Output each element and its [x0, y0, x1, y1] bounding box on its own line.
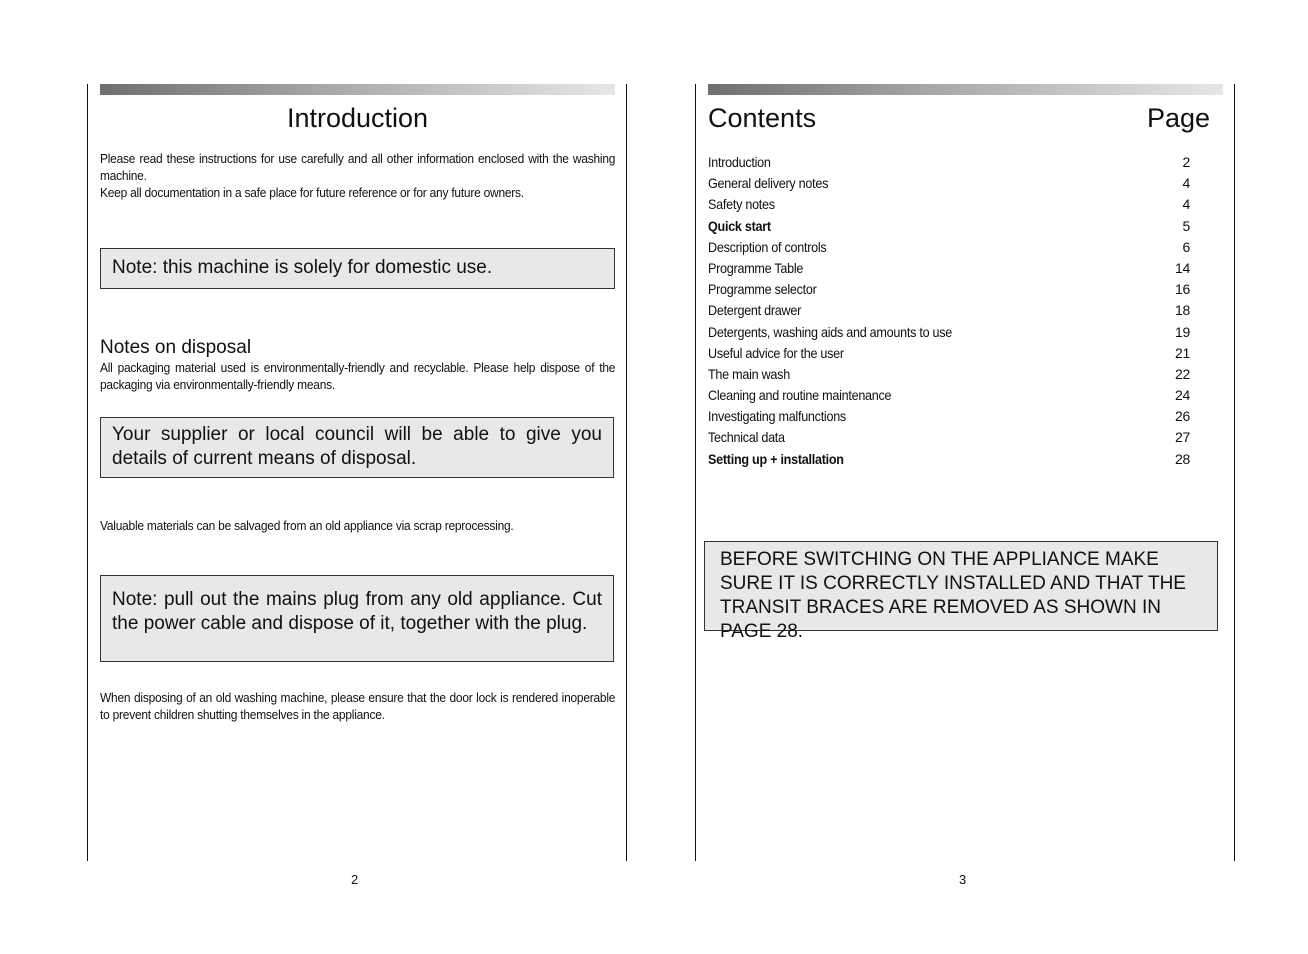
contents-title: Contents [708, 103, 817, 133]
toc-page-number: 28 [1175, 450, 1190, 467]
left-page-border-left [87, 84, 88, 861]
installation-warning-box [704, 541, 1218, 642]
toc-label: Quick start [708, 217, 771, 234]
toc-row[interactable] [708, 279, 1190, 300]
toc-page-number: 16 [1175, 281, 1190, 298]
toc-row[interactable] [708, 173, 1190, 194]
domestic-use-note-text: Note: this machine is solely for domestic use. [112, 257, 493, 278]
toc-page-number: 4 [1182, 196, 1190, 213]
toc-row[interactable] [708, 427, 1190, 448]
disposal-text: All packaging material used is environmentally-friendly and recyclable. Please help dispose of the packaging via environmentally-friendly means. [100, 360, 616, 392]
toc-label: Description of controls [708, 238, 827, 255]
toc-page-number: 4 [1182, 175, 1190, 192]
toc-row[interactable] [708, 258, 1190, 279]
toc-label: Programme Table [708, 259, 804, 276]
toc-page-number: 14 [1175, 259, 1190, 276]
valuable-text-wrap [100, 517, 615, 534]
table-of-contents [708, 152, 1190, 470]
intro-paragraph-1: Please read these instructions for use carefully and all other information enclosed with the washing machine. [100, 151, 616, 183]
toc-page-number: 5 [1182, 217, 1190, 234]
page-number-right: 3 [959, 872, 967, 887]
toc-label: Introduction [708, 154, 771, 170]
toc-row[interactable] [708, 152, 1190, 173]
toc-page-number: 6 [1182, 238, 1190, 255]
left-page-border-right [626, 84, 627, 861]
toc-row[interactable] [708, 237, 1190, 258]
toc-row[interactable] [708, 406, 1190, 427]
toc-row[interactable] [708, 322, 1190, 343]
toc-row[interactable] [708, 216, 1190, 237]
supplier-note [100, 417, 614, 478]
toc-label: Investigating malfunctions [708, 408, 846, 425]
toc-row[interactable] [708, 343, 1190, 364]
toc-label: Safety notes [708, 196, 775, 213]
valuable-materials-text: Valuable materials can be salvaged from an old appliance via scrap reprocessing. [100, 518, 514, 533]
toc-row[interactable] [708, 194, 1190, 215]
toc-row[interactable] [708, 385, 1190, 406]
mains-plug-note [100, 575, 614, 662]
intro-paragraph-2: Keep all documentation in a safe place for future reference or for any future owners. [100, 185, 524, 200]
toc-page-number: 24 [1175, 387, 1190, 404]
right-header-gradient-bar [708, 84, 1223, 95]
toc-page-number: 21 [1175, 344, 1190, 361]
toc-label: Programme selector [708, 281, 817, 298]
toc-row[interactable] [708, 364, 1190, 385]
door-lock-text-wrap [100, 689, 615, 723]
page-number-left: 2 [351, 872, 359, 887]
disposal-heading: Notes on disposal [100, 337, 252, 358]
introduction-title: Introduction [286, 103, 429, 133]
toc-row[interactable] [708, 300, 1190, 321]
toc-page-number: 27 [1175, 429, 1190, 446]
toc-label: Technical data [708, 429, 785, 446]
page-column-heading: Page [1147, 103, 1211, 133]
right-page-border-right [1234, 84, 1235, 861]
intro-text [100, 150, 615, 201]
door-lock-text: When disposing of an old washing machine, please ensure that the door lock is rendered inoperable to prevent children shutting themselves in the appliance. [100, 690, 616, 722]
toc-label: Setting up + installation [708, 450, 844, 467]
toc-label: Cleaning and routine maintenance [708, 387, 892, 404]
toc-page-number: 2 [1182, 154, 1190, 170]
toc-label: Detergents, washing aids and amounts to use [708, 323, 953, 340]
toc-label: The main wash [708, 365, 790, 382]
toc-page-number: 18 [1175, 302, 1190, 319]
toc-row[interactable] [708, 449, 1190, 470]
right-page-border-left [695, 84, 696, 861]
toc-page-number: 19 [1175, 323, 1190, 340]
toc-label: Detergent drawer [708, 302, 802, 319]
domestic-use-note [100, 248, 615, 289]
disposal-text-wrap [100, 359, 615, 393]
toc-page-number: 26 [1175, 408, 1190, 425]
supplier-note-text: Your supplier or local council will be able to give you details of current means of disposal. [112, 424, 602, 469]
toc-label: General delivery notes [708, 175, 829, 192]
left-header-gradient-bar [100, 84, 615, 95]
installation-warning-text: BEFORE SWITCHING ON THE APPLIANCE MAKE SURE IT IS CORRECTLY INSTALLED AND THAT THE TRANSIT BRACES ARE REMOVED AS SHOWN IN PAGE 28. [720, 549, 1186, 642]
mains-plug-note-text: Note: pull out the mains plug from any old appliance. Cut the power cable and dispose of it, together with the plug. [112, 589, 602, 634]
toc-label: Useful advice for the user [708, 344, 844, 361]
toc-page-number: 22 [1175, 365, 1190, 382]
